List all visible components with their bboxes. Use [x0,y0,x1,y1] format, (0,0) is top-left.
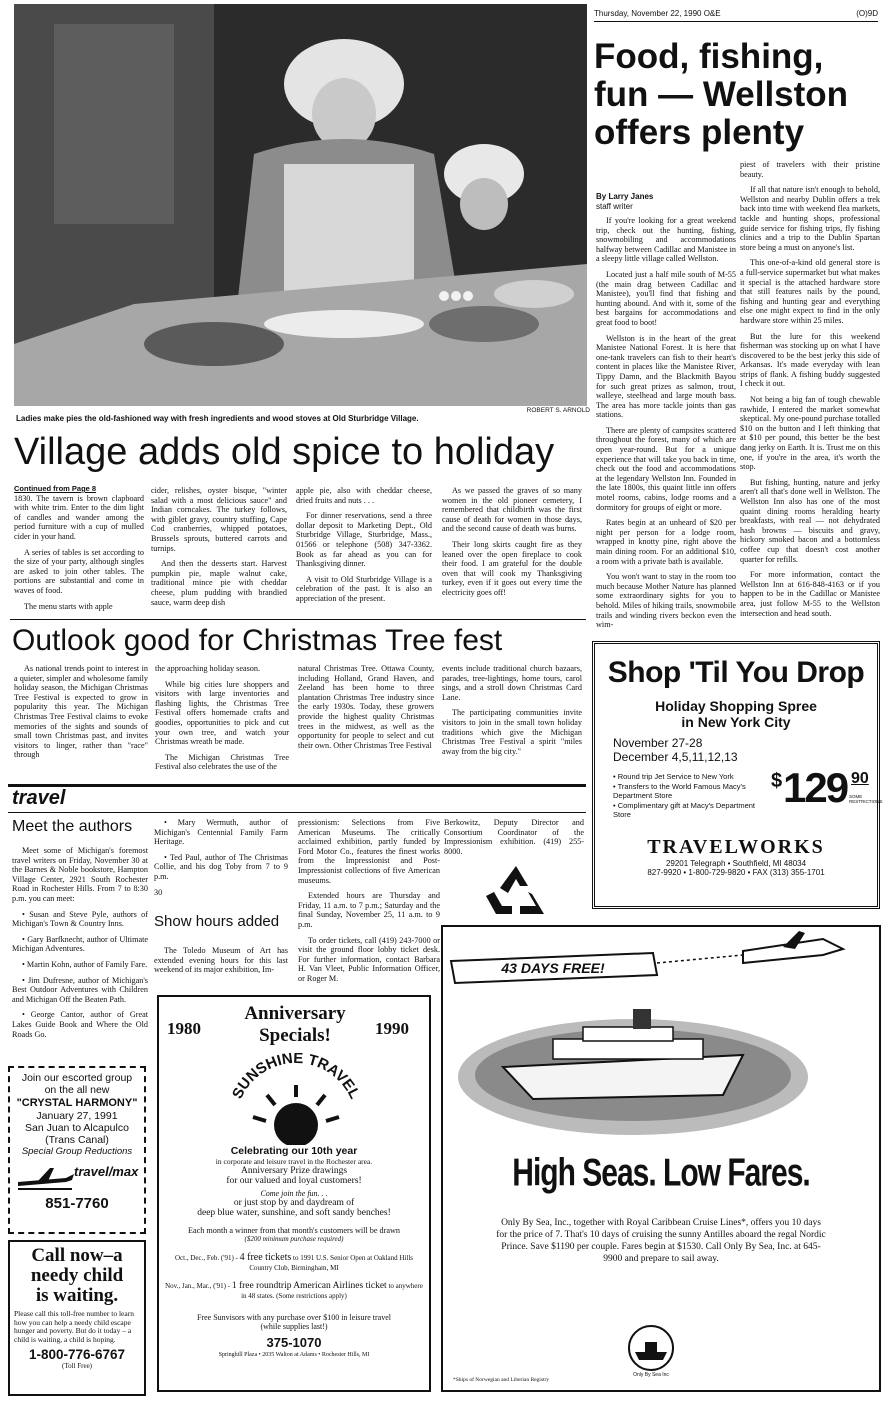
cruise-body: Only By Sea, Inc., together with Royal Caribbean Cruise Lines*, offers you 10 days for the price of 7. That's 10 days of cruising the sunny Antilles aboard the regal Nordic Prince. Save $1190 per couple. Fares begin at $1530. Call Only By Sea, Inc. at 645-9900 and prepare to sail away. [496,1218,826,1264]
sunshine-year-2: 1990 [375,1019,409,1038]
wellston-c1-p3: Wellston is in the heart of the great Manistee National Forest. It is here that one-tank travelers can fish to their heart's content in places like the Manistee River, Tippy Damn, and the Blackmith Bayou for such great prizes as salmon, trout, walleye, steelhead and large mouth bass. The area has more tackle joints than gas stations. [596,333,736,420]
sunshine-p1-what: 4 free tickets [239,1252,292,1263]
sunshine-l5: Come join the fun. . . [260,1189,328,1198]
shop-ad [592,641,883,909]
sunshine-l3: Anniversary Prize drawings [240,1166,348,1176]
village-headline: Village adds old spice to holiday [14,431,555,473]
shop-ad-title: Shop 'Til You Drop [607,656,865,689]
outlook-col-4 [442,664,582,772]
shop-ad-subtitle-2: in New York City [681,714,791,730]
child-ad-phone: 1-800-776-6767 [28,1347,126,1362]
travelmax-l3: "CRYSTAL HARMONY" [16,1097,138,1109]
village-continued: Continued from Page 8 [14,484,97,493]
cruise-banner: 43 DAYS FREE! [501,960,605,976]
outlook-c4-p1: events include traditional church bazaars, parades, tree-lightings, home tours, carol sings, and a stroll down Christmas Card Lane. [442,664,582,702]
header-page: (O)9D [856,8,878,18]
sunshine-brand: SUNSHINE TRAVEL [228,1053,364,1102]
shop-ad-include-list [613,772,771,820]
outlook-c4-p2: The participating communities invite visitors to join in the small town holiday traditions which give the Michigan Christmas Tree Festival a spirit "miles away from the big city." [442,708,582,756]
header-date: Thursday, November 22, 1990 [594,8,702,18]
travel-section-rule [8,812,586,813]
show-hours-headline: Show hours added [154,913,280,930]
village-c1-p2: A series of tables is set according to the size of your party, although singles are asked to join other tables. The portions are substantial and come in waves of food. [14,547,144,595]
authors-c1-p3: • Gary Barfknecht, author of Ultimate Michigan Adventures. [12,934,148,954]
wellston-c2-p7: For more information, contact the Wellston Inn at 616-848-4163 or if you happen to be in the Cadillac or Manistee area, just follow M-55 to the Wellston intersection and head south. [740,570,880,618]
authors-c1-p2: • Susan and Steve Pyle, authors of Michigan's Town & Country Inns. [12,909,148,929]
travelmax-phone: 851-7760 [45,1195,109,1212]
travelmax-l1: Join our escorted group [21,1072,133,1084]
show-col-2 [154,946,288,992]
header-paper: O&E [703,8,721,18]
outlook-headline: Outlook good for Christmas Tree fest [12,624,503,657]
travelmax-l7: Special Group Reductions [21,1146,133,1157]
sunshine-l2: in corporate and leisure travel in the Rochester area. [215,1157,373,1166]
wellston-byline-name: By Larry Janes [596,192,654,201]
wellston-c1-p6: You won't want to stay in the room too much because Mother Nature has planned some extraordinary sights for you to behold. Miles of hiking trails, snowmobile trails and winding rivers beckon even the wim- [596,572,736,630]
cruise-illustration [443,927,879,1147]
recycle-icon [456,860,576,920]
sunshine-l9: ($200 minimum purchase required) [244,1235,344,1243]
travelmax-l5: San Juan to Alcapulco [25,1122,129,1134]
header-rule [594,21,878,22]
sunshine-prize-1 [163,1253,425,1273]
child-ad-l1: Call now–a [31,1245,123,1266]
wellston-c2-p3: This one-of-a-kind old general store is a full-service supermarket but what makes it special is the attached hardware store that still features nails by the pound, fishing and hunting gear and everything else one might expect to find in the only hardware store within 25 miles. [740,258,880,325]
village-c3-p3: A visit to Old Sturbridge Village is a celebration of the past. It is also an appreciation of the present. [296,574,432,603]
show-c3-p1: pressionism: Selections from Five American Museums. The critically acclaimed exhibition, partly funded by Ford Motor Co., features the finest works from the Impressionist and Post-Impressionist collections of five American museums. [298,818,440,885]
child-ad [8,1240,146,1396]
child-ad-toll: (Toll Free) [61,1362,93,1370]
sunshine-phone: 375-1070 [266,1335,322,1350]
wellston-byline-role: staff writer [596,202,633,211]
wellston-c1-p4: There are plenty of campsites scattered throughout the forest, many of which are open year-round. But for a unique experience that will take you back in time, check out the food and accommodations at the legendary Wellston Inn. Founded in the late 1800s, this quaint little inn offers motel rooms, cabins, lodge rooms and a dormitory for groups of eight or more. [596,425,736,512]
shop-ad-include-3: • Complimentary gift at Macy's Department Store [613,800,756,819]
village-c4-p1: As we passed the graves of so many women in the old pioneer cemetery, I remembered that childbirth was the first cause of death for women in those days, and the second cause of death was burns. [442,486,582,534]
outlook-col-3 [298,664,434,772]
sunshine-p2-when: Nov., Jan., Mar., ('91) - [165,1282,231,1290]
outlook-c3-p1: natural Christmas Tree. Ottawa County, including Holland, Grand Haven, and Zeeland has been home to three plantation Christmas Tree industry since the early 1930s. Today, these growers provide the highest quality Christmas trees in the midwest, as well as the opportunity for people to select and cut their own. Other Christmas Tree Festival [298,664,434,750]
village-col-4 [442,486,582,612]
sunshine-p2-what: 1 free roundtrip American Airlines ticket [231,1281,387,1291]
sunshine-p2-rest: to anywhere in 48 states. (Some restrictions apply) [241,1282,423,1300]
wellston-c1-p1: If you're looking for a great weekend trip, check out the hunting, fishing, snowmobiling and accommodations halfway between Cadillac and Manistee in a sleepy little village called Wellston. [596,216,736,264]
outlook-col-1 [14,664,148,772]
show-c3-p3: To order tickets, call (419) 243-7000 or visit the ground floor lobby ticket desk. For further information, contact Barbara H. Van Vleet, Public Information Officer, or Roger M. [298,935,440,983]
sunshine-ad [157,995,431,1392]
wellston-byline [596,192,736,212]
village-col-2 [151,486,287,612]
authors-headline: Meet the authors [12,818,133,835]
wellston-headline: Food, fishing, fun — Wellston offers plenty [594,37,849,152]
village-c2-p2: And then the desserts start. Harvest pumpkin pie, maple walnut cake, traditional mince pie with cheddar cheese, plum pudding with brandied sauce, warm deep dish [151,559,287,607]
outlook-c2-p3: The Michigan Christmas Tree Festival also celebrates the use of the [155,752,289,772]
shop-ad-price-cents: 90 [851,770,869,787]
sunshine-l6: or just stop by and daydream of [233,1198,355,1208]
authors-c1-p5: • Jim Dufresne, author of Michigan's Best Outdoor Adventures with Children and Michigan Off the Beaten Path. [12,975,148,1004]
sturbridge-photo-art [14,4,587,406]
authors-c1-p6: • George Cantor, author of Great Lakes Guide Book and Where the Old Roads Go. [12,1010,148,1039]
cruise-logo [621,1322,681,1378]
authors-c1-p4: • Martin Kohn, author of Family Fare. [22,959,148,969]
shop-ad-address: 29201 Telegraph • Southfield, MI 48034 [665,859,807,868]
show-col-3 [298,818,440,982]
sunshine-p1-when: Oct., Dec., Feb. ('91) - [175,1254,238,1262]
village-c3-p2: For dinner reservations, send a three dollar deposit to Marketing Dept., Old Sturbridge Village, Sturbridge, Mass., 01566 or telephone (508) 347-3362. Book as far ahead as you can for Thanksgiving dinner. [296,511,432,569]
authors-c2-p2: • Ted Paul, author of The Christmas Collie, and his dog Toby from 7 to 9 p.m. [154,852,288,881]
cruise-ad [441,925,881,1392]
sunshine-title-1: Anniversary [244,1003,346,1024]
outlook-col-2 [155,664,289,772]
village-c1-p1: 1830. The tavern is brown clapboard with white trim. Enter to the dim light of candles and wander among the period furniture with a cup of mulled cider in your hand. [14,493,144,541]
photo-caption: Ladies make pies the old-fashioned way with fresh ingredients and wood stoves at Old Sturbridge Village. [16,414,419,423]
shop-ad-subtitle-1: Holiday Shopping Spree [655,698,817,714]
wellston-c2-p4: But the lure for this weekend fisherman was stocking up on what I have discovered to be the best jerky this side of Arkansas. It's made everyday with lean strips of flank. A fishing buddy suggested I check it out. [740,331,880,389]
shop-ad-brand: TRAVELWORKS [647,836,825,858]
wellston-c2-p6: But fishing, hunting, nature and jerky aren't all that's done well in Wellston. The Wellston Inn also has one of the most quaint dining rooms heralding hearty breakfasts, with real — not dehydrated hash browns — biscuits and gravy, hickory smoked bacon and a bottomless coffee cup that doesn't cost another quarter for refills. [740,477,880,564]
only-by-sea-logo-icon [621,1322,681,1378]
shop-ad-phones: 827-9920 • 1-800-729-9820 • FAX (313) 355-1701 [647,868,825,877]
travelmax-ad [8,1066,146,1234]
village-c2-p1: cider, relishes, oyster bisque, "winter salad with a most delicious sauce" and Indian corncakes. The turkey follows, with giblet gravy, country stuffing, Cape Cod cranberries, whipped potatoes, Brussels sprouts, buttered carrots and turnips. [151,486,287,553]
wellston-col-2 [740,160,880,630]
sunshine-l1: Celebrating our 10th year [230,1145,358,1157]
wellston-c2-p1: piest of travelers with their pristine beauty. [740,160,880,179]
shop-ad-price-note: SOME RESTRICTIONS [849,794,883,804]
authors-c2-tail: 30 [154,887,163,897]
shop-ad-include-1: • Round trip Jet Service to New York [613,772,734,781]
outlook-c2-p1: the approaching holiday season. [155,664,261,673]
sunshine-prize-2 [163,1281,425,1301]
shop-ad-price-value: 129 [783,764,848,811]
cruise-footnote: *Ships of Norwegian and Liberian Registry [453,1377,550,1383]
wellston-c1-p5: Rates begin at an unheard of $20 per night per person for a lodge room, wrapped in knotty pine, right above the main dining room. For an additional $10, a room with a private bath is available. [596,518,736,566]
shop-ad-price-dollar: $ [771,770,783,792]
travelmax-brand: travel/max [74,1164,139,1179]
shop-ad-dates-2: December 4,5,11,12,13 [613,750,738,764]
shop-ad-price [771,764,883,828]
village-c1-p3: The menu starts with apple [24,601,113,611]
wellston-c1-p2: Located just a half mile south of M-55 (the main drag between Cadillac and Manistee), you'll find that fishing and hunting abound. And with it, some of the best bargains for accommodations and great food to boot! [596,269,736,327]
cruise-ship-art [443,927,879,1147]
travelmax-l4: January 27, 1991 [36,1110,118,1122]
shop-ad-includes [601,764,883,832]
sunshine-address: Springhill Plaza • 2035 Walton at Adams • Rochester Hills, MI [218,1352,370,1358]
authors-c2-p1: • Mary Wermuth, author of Michigan's Centennial Family Farm Heritage. [154,818,288,847]
sunshine-year-1: 1980 [167,1019,201,1038]
photo-credit: ROBERT S. ARNOLD [526,407,590,414]
authors-col-1 [12,846,148,1060]
sunshine-l8: Each month a winner from that month's customers will be drawn [187,1226,401,1235]
child-ad-l3: is waiting. [35,1285,119,1306]
village-c4-p2: Their long skirts caught fire as they leaned over the open fireplace to cook their food. I am grateful for the double oven that will cook my Thanksgiving turkey, even if it goes out every time the electricity goes off! [442,539,582,597]
wellston-c2-p5: Not being a big fan of tough chewable rawhide, I entered the market somewhat skeptical. My one-pound purchase totalled $10 on the button and I left thinking that at $10 per pound, this better be the best dang jerky on Earth. It is. Trust me on this one, if you're in the area, it's worth the stop. [740,395,880,472]
travel-section-top-rule [8,784,586,787]
show-col-4 [444,818,584,858]
sunshine-l11: (while supplies last!) [260,1322,328,1331]
outlook-c1-p1: As national trends point to interest in a quieter, simpler and wholesome family holiday season, the Michigan Christmas Tree Festival is expected to grow in popularity this year. The Michigan Christmas Tree Festival claims to evoke memories of the sights and sounds of small town Christmas past, and invites visitors to linger, rather than "race" through [14,664,148,760]
wellston-col-1 [596,216,736,630]
cruise-headline: High Seas. Low Fares. [512,1151,810,1195]
sunshine-l7: deep blue water, sunshine, and soft sandy benches! [197,1208,391,1218]
sunshine-l10: Free Sunvisors with any purchase over $100 in leisure travel [197,1313,391,1322]
sunshine-l4: for our valued and loyal customers! [226,1176,362,1186]
travel-section-label: travel [12,787,66,809]
authors-col-2 [154,818,288,908]
outlook-c2-p2: While big cities lure shoppers and visitors with large inventories and flashing lights, the Christmas Tree Festival offers homemade crafts and goodies, opportunities to pick and cut your own tree, and watch your Christmas wreath be made. [155,679,289,747]
village-c3-p1: apple pie, also with cheddar cheese, dried fruits and nuts . . . [296,486,432,505]
village-col-1 [14,484,144,612]
authors-c1-p1: Meet some of Michigan's foremost travel writers on Friday, November 30 at the Barnes & Noble bookstore, Hampton Village Center, 2921 South Rochester Road in Rochester Hills. From 7 to 8:30 p.m. you can meet: [12,846,148,903]
outlook-top-rule [10,619,586,620]
child-ad-body: Please call this toll-free number to learn how you can help a needy child escape hunger and poverty. But do it today – a child is waiting, a child is hoping. [14,1309,134,1344]
shop-ad-include-2: • Transfers to the World Famous Macy's Department Store [613,781,746,800]
sunshine-title-2: Specials! [259,1025,331,1046]
travelmax-l2: on the all new [44,1084,110,1096]
sunshine-sun-icon [163,1053,429,1145]
village-col-3 [296,486,432,612]
show-c2-p1: The Toledo Museum of Art has extended evening hours for this last weekend of its major exhibition, Im- [154,946,288,975]
sunshine-logo [163,1053,425,1145]
cruise-logo-text: Only By Sea Inc [633,1372,669,1378]
airplane-icon [16,1164,76,1194]
show-c4-p1: Berkowitz, Deputy Director and Consortium Coordinator of the Impressionism exhibition. (419) 255-8000. [444,818,584,856]
page-header [594,6,878,20]
sunshine-p1-rest: to 1991 U.S. Senior Open at Oakland Hills Country Club, Birmingham, MI [249,1254,413,1272]
wellston-c2-p2: If all that nature isn't enough to behold, Wellston and nearby Dublin offers a trek back into time with weekend flea markets, tackle and hunting shops, professional guide service for fishing trips, fly fishing clinics and a trip to the Dublin Spartan store being a must on anyone's list. [740,185,880,252]
sunshine-title-row [163,1001,425,1053]
shop-ad-dates-1: November 27-28 [613,736,703,750]
travelmax-logo [12,1160,142,1196]
travelmax-l6: (Trans Canal) [45,1134,109,1146]
sturbridge-photo [14,4,587,406]
child-ad-l2: needy child [30,1265,124,1286]
show-c3-p2: Extended hours are Thursday and Friday, 11 a.m. to 7 p.m.; Saturday and the final Sunday, November 25, 11 a.m. to 9 p.m. [298,891,440,929]
